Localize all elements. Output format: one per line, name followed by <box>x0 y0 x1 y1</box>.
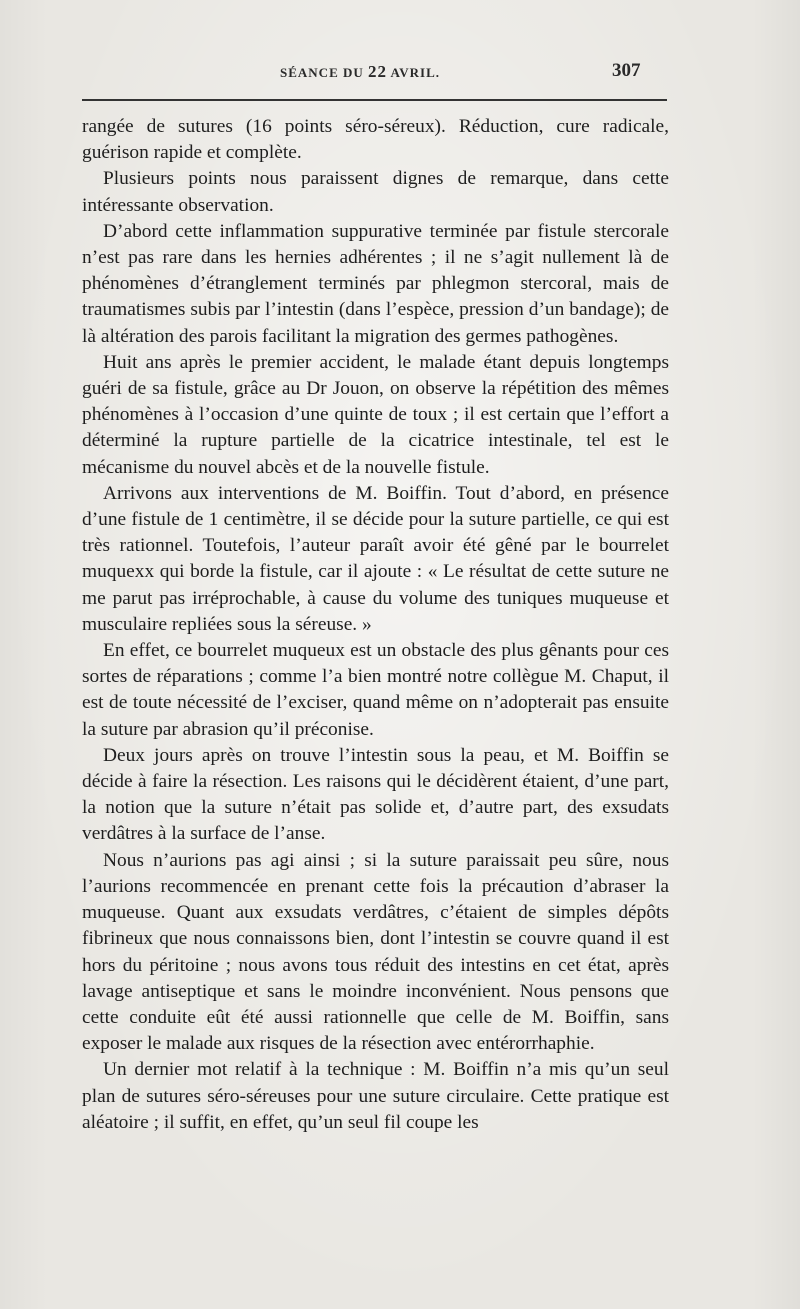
paragraph-3: D’abord cette inflammation suppurative terminée par fistule stercorale n’est pas rare dans les hernies adhérentes ; il ne s’agit nullement là de phénomènes d’étranglement terminés par phlegmon stercoral, mais de traumatismes subis par l’intestin (dans l’espèce, pression d’un bandage); de là altération des parois facilitant la migration des germes pathogènes. <box>82 220 669 347</box>
paragraph-7: Deux jours après on trouve l’intestin sous la peau, et M. Boiffin se décide à faire la résection. Les raisons qui le décidèrent étaient, d’une part, la notion que la suture n’était pas solide et, d’autre part, des exsudats verdâtres à la surface de l’anse. <box>82 744 669 845</box>
paragraph-5: Arrivons aux interventions de M. Boiffin. Tout d’abord, en présence d’une fistule de 1 centimètre, il se décide pour la suture partielle, ce qui est très rationnel. Toutefois, l’auteur paraît avoir été gêné par le bourrelet muquexx qui borde la fistule, car il ajoute : « Le résultat de cette suture ne me parut pas irréprochable, à cause du volume des tuniques muqueuse et musculaire repliées sous la séreuse. » <box>82 482 669 635</box>
paragraph-4: Huit ans après le premier accident, le malade étant depuis longtemps guéri de sa fistule, grâce au Dr Jouon, on observe la répétition des mêmes phénomènes à l’occasion d’une quinte de toux ; il est certain que l’effort a déterminé la rupture partielle de la cicatrice intestinale, tel est le mécanisme du nouvel abcès et de la nouvelle fistule. <box>82 351 669 478</box>
paragraph-1: rangée de sutures (16 points séro-séreux). Réduction, cure radicale, guérison rapide et complète. <box>82 116 669 164</box>
page-number: 307 <box>612 60 641 81</box>
paragraph-8: Nous n’aurions pas agi ainsi ; si la suture paraissait peu sûre, nous l’aurions recommencée en prenant cette fois la précaution d’abraser la muqueuse. Quant aux exsudats verdâtres, c’étaient de simples dépôts fibrineux que nous connaissons bien, dont l’intestin se couvre quand il est hors du péritoine ; nous avons tous réduit des intestins en cet état, après lavage antiseptique et sans le moindre inconvénient. Nous pensons que cette conduite eût été aussi rationnelle que celle de M. Boiffin, sans exposer le malade aux risques de la résection avec entérorrhaphie. <box>82 849 669 1055</box>
running-title-prefix: SÉANCE DU <box>280 65 369 80</box>
running-head <box>280 62 440 82</box>
paragraph-6: En effet, ce bourrelet muqueux est un obstacle des plus gênants pour ces sortes de réparations ; comme l’a bien montré notre collègue M. Chaput, il est de toute nécessité de l’exciser, quand même on n’adopterait pas ensuite la suture par abrasion qu’il préconise. <box>82 640 669 740</box>
paragraph-9: Un dernier mot relatif à la technique : M. Boiffin n’a mis qu’un seul plan de sutures séro-séreuses pour une suture circulaire. Cette pratique est aléatoire ; il suffit, en effet, qu’un seul fil coupe les <box>82 1059 669 1133</box>
running-title-month: AVRIL. <box>387 65 441 80</box>
body-text <box>82 114 669 1136</box>
header-rule <box>82 99 667 101</box>
paragraph-2: Plusieurs points nous paraissent dignes de remarque, dans cette intéressante observation. <box>82 168 669 216</box>
running-title-day: 22 <box>368 62 388 81</box>
